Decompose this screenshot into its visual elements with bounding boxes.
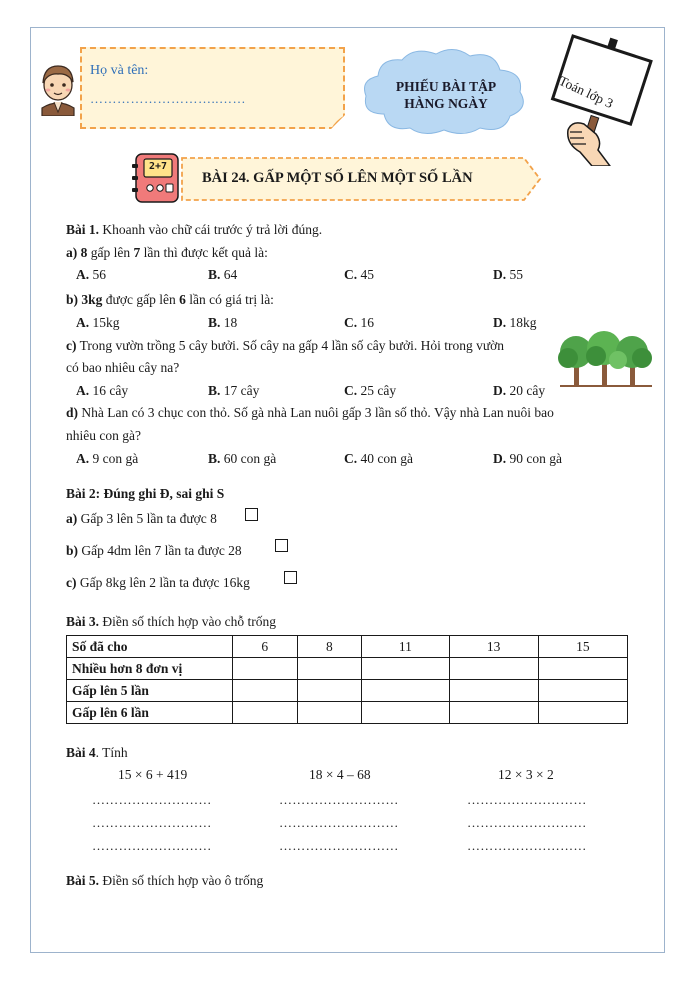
bai5-heading: Bài 5. Điền số thích hợp vào ô trống — [66, 873, 264, 888]
option-b-B[interactable]: B. 18 — [208, 315, 238, 330]
bai2-answer-box-a[interactable] — [245, 508, 258, 521]
answer-line[interactable]: ……………………… — [467, 838, 587, 853]
bai4-expression-3: 12 × 3 × 2 — [498, 767, 554, 782]
answer-cell[interactable] — [297, 658, 362, 680]
answer-line[interactable]: ……………………… — [92, 815, 212, 830]
given-number: 13 — [449, 636, 538, 658]
bai1-question-c-line1: c) Trong vườn trồng 5 cây bưởi. Số cây na gấp 4 lần số cây bưởi. Hỏi trong vườn — [66, 338, 505, 353]
answer-cell[interactable] — [233, 702, 298, 724]
answer-line[interactable]: ……………………… — [279, 815, 399, 830]
option-c-A[interactable]: A. 16 cây — [76, 383, 129, 398]
row-header: Số đã cho — [67, 636, 233, 658]
given-number: 8 — [297, 636, 362, 658]
bai1-question-c-line2: có bao nhiêu cây na? — [66, 360, 180, 375]
bai4-heading: Bài 4. Tính — [66, 745, 128, 760]
option-b-A[interactable]: A. 15kg — [76, 315, 120, 330]
answer-cell[interactable] — [297, 702, 362, 724]
bai2-item-b: b) Gấp 4dm lên 7 lần ta được 28 — [66, 543, 242, 558]
bai2-answer-box-c[interactable] — [284, 571, 297, 584]
given-number: 6 — [233, 636, 298, 658]
bai3-heading: Bài 3. Điền số thích hợp vào chỗ trống — [66, 614, 276, 629]
paper-curl — [331, 115, 345, 129]
bai1-heading: Bài 1. Khoanh vào chữ cái trước ý trả lời đúng. — [66, 222, 323, 237]
calculator-display: 2+7 — [148, 161, 168, 172]
answer-line[interactable]: ……………………… — [467, 792, 587, 807]
option-c-B[interactable]: B. 17 cây — [208, 383, 260, 398]
row-header: Gấp lên 5 lần — [67, 680, 233, 702]
table-row — [67, 636, 628, 658]
student-name-label: Họ và tên: — [90, 63, 149, 78]
option-a-A[interactable]: A. 56 — [76, 267, 106, 282]
table-row — [67, 658, 628, 680]
lesson-title: BÀI 24. GẤP MỘT SỐ LÊN MỘT SỐ LẦN — [202, 170, 473, 186]
answer-cell[interactable] — [538, 702, 627, 724]
answer-cell[interactable] — [362, 680, 449, 702]
bai1-question-d-line1: d) Nhà Lan có 3 chục con thỏ. Số gà nhà Lan nuôi gấp 3 lần số thỏ. Vậy nhà Lan nuôi bao — [66, 405, 554, 420]
bai2-item-c: c) Gấp 8kg lên 2 lần ta được 16kg — [66, 575, 250, 590]
table-row — [67, 680, 628, 702]
answer-line[interactable]: ……………………… — [467, 815, 587, 830]
row-header: Nhiều hơn 8 đơn vị — [67, 658, 233, 680]
option-a-D[interactable]: D. 55 — [493, 267, 523, 282]
answer-line[interactable]: ……………………… — [92, 838, 212, 853]
student-name-field[interactable]: ………………………..…… — [90, 91, 246, 106]
bai2-answer-box-b[interactable] — [275, 539, 288, 552]
answer-cell[interactable] — [449, 680, 538, 702]
student-name-box[interactable] — [80, 47, 345, 129]
bai2-item-a: a) Gấp 3 lên 5 lần ta được 8 — [66, 511, 217, 526]
trees-illustration — [556, 328, 656, 388]
answer-cell[interactable] — [233, 658, 298, 680]
answer-cell[interactable] — [538, 658, 627, 680]
answer-line[interactable]: ……………………… — [92, 792, 212, 807]
grade-label: Toán lớp 3 — [556, 73, 616, 112]
bai1-question-a: a) 8 gấp lên 7 lần thì được kết quả là: — [66, 245, 268, 260]
answer-cell[interactable] — [449, 702, 538, 724]
given-number: 11 — [362, 636, 449, 658]
answer-cell[interactable] — [297, 680, 362, 702]
table-row — [67, 702, 628, 724]
answer-cell[interactable] — [362, 702, 449, 724]
bai1-question-d-line2: nhiêu con gà? — [66, 428, 141, 443]
option-c-C[interactable]: C. 25 cây — [344, 383, 397, 398]
bai4-expression-1: 15 × 6 + 419 — [118, 767, 188, 782]
calculator-icon — [130, 152, 182, 204]
option-d-D[interactable]: D. 90 con gà — [493, 451, 562, 466]
option-d-C[interactable]: C. 40 con gà — [344, 451, 413, 466]
option-d-A[interactable]: A. 9 con gà — [76, 451, 139, 466]
option-a-C[interactable]: C. 45 — [344, 267, 374, 282]
option-a-B[interactable]: B. 64 — [208, 267, 238, 282]
answer-cell[interactable] — [449, 658, 538, 680]
answer-cell[interactable] — [538, 680, 627, 702]
option-b-C[interactable]: C. 16 — [344, 315, 374, 330]
bai4-expression-2: 18 × 4 – 68 — [309, 767, 371, 782]
option-d-B[interactable]: B. 60 con gà — [208, 451, 277, 466]
bai2-heading: Bài 2: Đúng ghi Đ, sai ghi S — [66, 486, 225, 501]
option-c-D[interactable]: D. 20 cây — [493, 383, 546, 398]
answer-cell[interactable] — [233, 680, 298, 702]
option-b-D[interactable]: D. 18kg — [493, 315, 537, 330]
answer-line[interactable]: ……………………… — [279, 792, 399, 807]
row-header: Gấp lên 6 lần — [67, 702, 233, 724]
answer-cell[interactable] — [362, 658, 449, 680]
boy-avatar — [36, 58, 80, 116]
given-number: 15 — [538, 636, 627, 658]
answer-line[interactable]: ……………………… — [279, 838, 399, 853]
bai3-table — [66, 635, 628, 724]
worksheet-title: PHIẾU BÀI TẬP HÀNG NGÀY — [395, 79, 497, 111]
bai1-question-b: b) 3kg được gấp lên 6 lần có giá trị là: — [66, 292, 274, 307]
